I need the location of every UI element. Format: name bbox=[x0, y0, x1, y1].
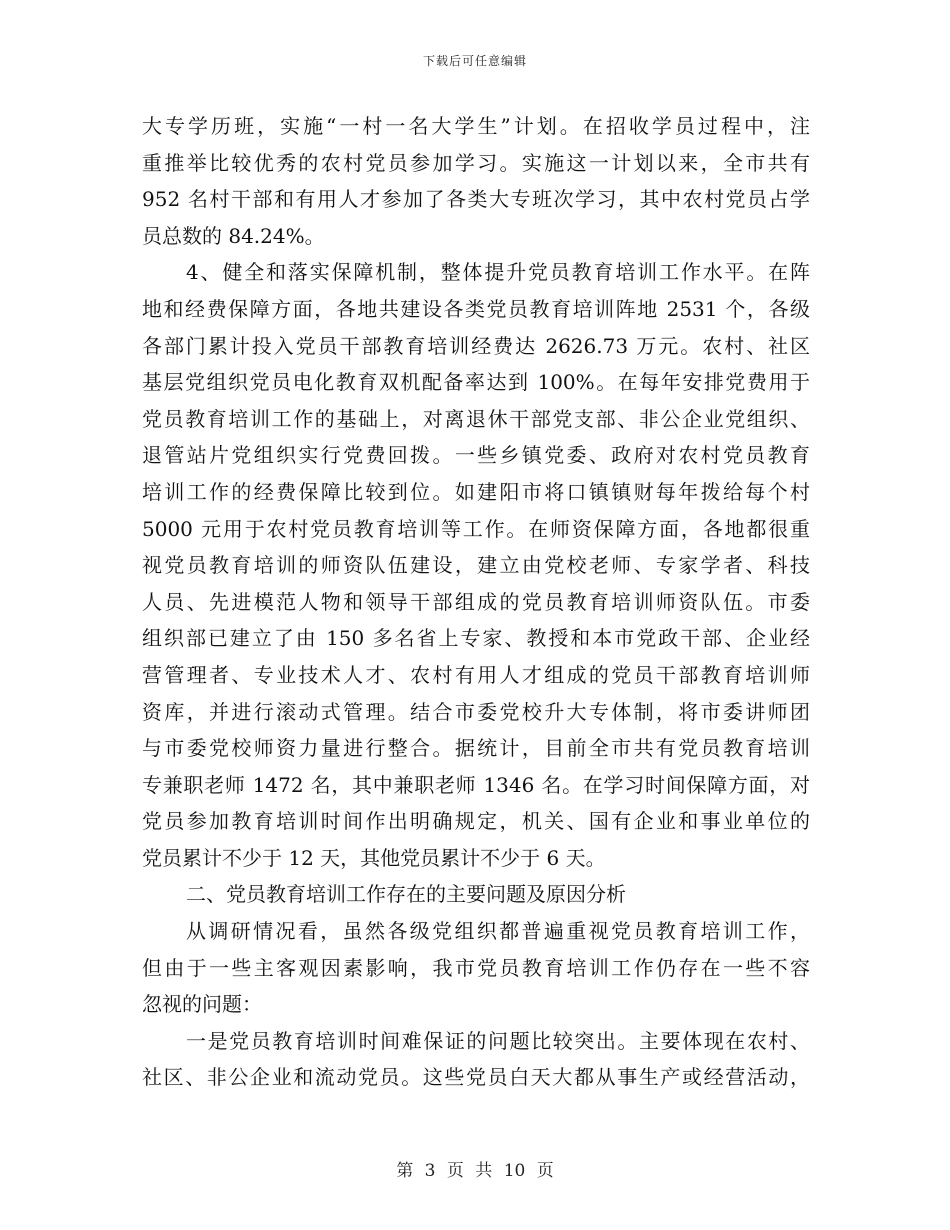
text-line: 营管理者、专业技术人才、农村有用人才组成的党员干部教育培训师 bbox=[142, 662, 810, 687]
text-line: 党员参加教育培训时间作出明确规定，机关、国有企业和事业单位的 bbox=[142, 809, 810, 834]
page-number-footer: 第 3 页 共 10 页 bbox=[396, 1161, 554, 1181]
text-line: 组织部已建立了由 150 多名省上专家、教授和本市党政干部、企业经 bbox=[142, 626, 810, 651]
text-line: 一是党员教育培训时间难保证的问题比较突出。主要体现在农村、 bbox=[186, 1028, 810, 1053]
text-line: 人员、先进模范人物和领导干部组成的党员教育培训师资队伍。市委 bbox=[142, 589, 810, 614]
text-line: 952 名村干部和有用人才参加了各类大专班次学习，其中农村党员占学 bbox=[142, 187, 810, 212]
text-line: 基层党组织党员电化教育双机配备率达到 100%。在每年安排党费用于 bbox=[142, 370, 810, 395]
text-line: 退管站片党组织实行党费回拨。一些乡镇党委、政府对农村党员教育 bbox=[142, 443, 810, 468]
text-line: 从调研情况看，虽然各级党组织都普遍重视党员教育培训工作， bbox=[186, 919, 810, 944]
text-line: 党员教育培训工作的基础上，对离退休干部党支部、非公企业党组织、 bbox=[142, 406, 810, 431]
text-line: 专兼职老师 1472 名，其中兼职老师 1346 名。在学习时间保障方面，对 bbox=[142, 772, 810, 797]
section-heading: 二、党员教育培训工作存在的主要问题及原因分析 bbox=[186, 882, 626, 907]
text-line: 员总数的 84.24%。 bbox=[142, 223, 325, 248]
text-line: 地和经费保障方面，各地共建设各类党员教育培训阵地 2531 个，各级 bbox=[142, 296, 810, 321]
text-line: 社区、非公企业和流动党员。这些党员白天大都从事生产或经营活动， bbox=[142, 1065, 810, 1090]
text-line: 大专学历班，实施“一村一名大学生”计划。在招收学员过程中，注 bbox=[142, 114, 810, 138]
text-line: 重推举比较优秀的农村党员参加学习。实施这一计划以来，全市共有 bbox=[142, 150, 810, 175]
text-line: 4、健全和落实保障机制，整体提升党员教育培训工作水平。在阵 bbox=[186, 260, 810, 285]
text-line: 资库，并进行滚动式管理。结合市委党校升大专体制，将市委讲师团 bbox=[142, 699, 810, 724]
text-line: 但由于一些主客观因素影响，我市党员教育培训工作仍存在一些不容 bbox=[142, 955, 810, 980]
text-line: 忽视的问题： bbox=[142, 992, 262, 1017]
text-line: 5000 元用于农村党员教育培训等工作。在师资保障方面，各地都很重 bbox=[142, 516, 810, 541]
text-line: 视党员教育培训的师资队伍建设，建立由党校老师、专家学者、科技 bbox=[142, 553, 810, 578]
text-line: 培训工作的经费保障比较到位。如建阳市将口镇镇财每年拨给每个村 bbox=[142, 479, 810, 504]
text-line: 与市委党校师资力量进行整合。据统计，目前全市共有党员教育培训 bbox=[142, 736, 810, 761]
text-line: 党员累计不少于 12 天，其他党员累计不少于 6 天。 bbox=[142, 845, 606, 870]
page-header: 下载后可任意编辑 bbox=[422, 54, 527, 68]
document-body bbox=[142, 108, 810, 1096]
text-line: 各部门累计投入党员干部教育培训经费达 2626.73 万元。农村、社区 bbox=[142, 333, 810, 358]
